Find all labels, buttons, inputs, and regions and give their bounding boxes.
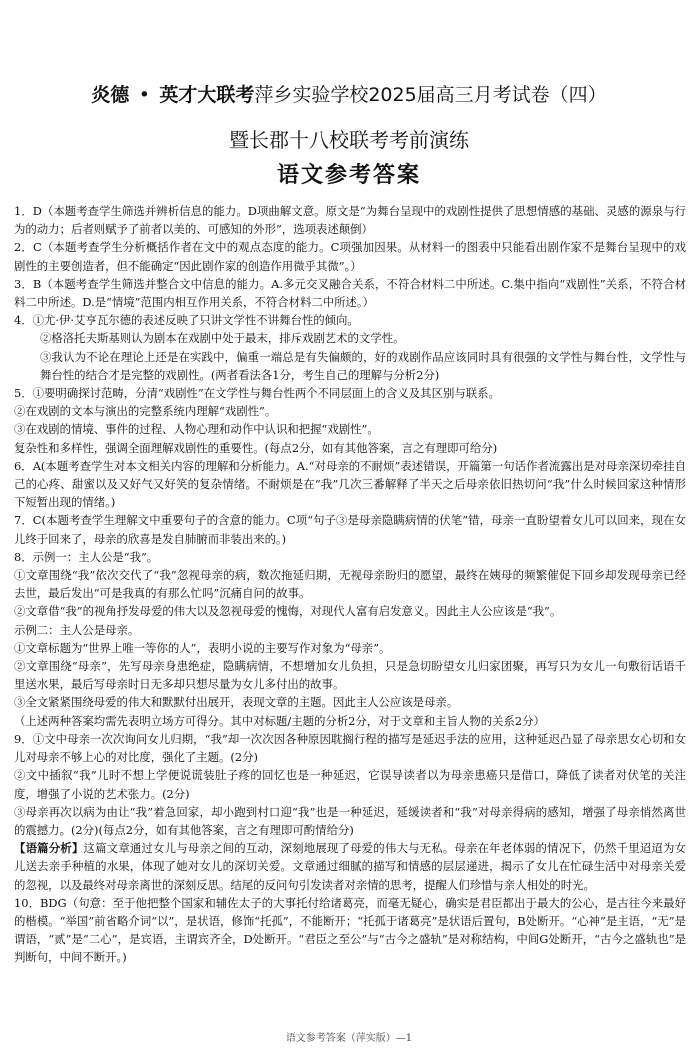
answer-body [14, 202, 686, 967]
answer-4-point-2: ②格洛托夫斯基则认为剧本在戏剧中处于最末，排斥戏剧艺术的文学性。 [40, 331, 405, 346]
answer-8-ex1-point-1: ①文章围绕“我”依次交代了“我”忽视母亲的病，数次拖延归期，无视母亲盼归的愿望，最终在姨母的频繁催促下回乡却发现母亲已经去世，最后发出“可是我真的有那么忙吗”沉痛自问的故事。 [14, 568, 686, 601]
brand-yingcai: 英才大联考 [159, 84, 255, 106]
answer-9-point-2: ②文中插叙“我”儿时不想上学便说谎装肚子疼的回忆也是一种延迟，它误导读者以为母亲患癌只是借口，降低了读者对伏笔的关注度，增强了小说的艺术张力。(2分) [14, 768, 686, 801]
discourse-analysis-tag: 【语篇分析】 [14, 841, 84, 856]
answer-7: 7．C(本题考查学生理解文中重要句子的含意的能力。C项“句子③是母亲隐瞒病情的伏笔”错，母亲一直盼望着女儿可以回来，现在女儿终于回来了，母亲的欣喜是发自肺腑而非装出来的。) [14, 513, 686, 546]
answer-5-point-2: ②在戏剧的文本与演出的完整系统内理解“戏剧性”。 [14, 404, 277, 419]
answer-8-ex1-point-2: ②文章借“我”的视角抒发母爱的伟大以及忽视母爱的愧悔，对现代人富有启发意义。因此主人公应该是“我”。 [14, 604, 562, 619]
answer-3: 3．B（本题考查学生筛选并整合文中信息的能力。A.多元交叉融合关系，不符合材料二中所述。C.集中指向“戏剧性”关系，不符合材料二中所述。D.是“情境”范围内相互作用关系，不符合材料二中所述。） [14, 276, 686, 310]
answer-5-point-3: ③在戏剧的情境、事件的过程、人物心理和动作中认识和把握“戏剧性”。 [14, 422, 379, 437]
answer-10: 10．BDG（句意：至于他把整个国家和辅佐太子的大事托付给诸葛亮，而毫无疑心，确实是君臣都出于最大的公心，是古往今来最好的楷模。“举国”前省略介词“以”，是状语，修饰“托孤”，不能断开；“托孤于诸葛亮”是状语后置句，B处断开。“心神”是主语，“无”是谓语，“贰”是“二心”，是宾语，主谓宾齐全，D处断开。“君臣之至公”与“古今之盛轨”是对称结构，中间G处断开，“古今之盛轨也”是判断句，中间不断开。) [14, 895, 686, 965]
answer-2: 2．C（本题考查学生分析概括作者在文中的观点态度的能力。C项强加因果。从材料一的图表中只能看出剧作家不是舞台呈现中的戏剧性的主要创造者，但不能确定“因此剧作家的创造作用微乎其微”。） [14, 240, 686, 273]
answer-8-example-1: 8．示例一：主人公是“我”。 [14, 549, 159, 564]
answer-6: 6．A(本题考查学生对本文相关内容的理解和分析能力。A.“对母亲的不耐烦”表述错误，开篇第一句话作者流露出是对母亲深切牵挂自己的心疼、甜蜜以及又好气又好笑的复杂情绪。不耐烦是在“我”几次三番解释了半天之后母亲依旧热切问“我”什么时候回家这种情形下短暂出现的情绪。) [14, 458, 686, 510]
answer-5-point-1: 5．①要明确探讨范畴，分清“戏剧性”在文学性与舞台性两个不同层面上的含义及其区别与联系。 [14, 386, 500, 401]
answer-8-scoring-note: （上述两种答案均需先表明立场方可得分。其中对标题/主题的分析2分，对于文章和主旨人物的关系2分） [14, 713, 545, 728]
header-bullet: • [138, 84, 150, 106]
answer-4-point-3: ③我认为不论在理论上还是在实践中，偏重一端总是有失偏颇的，好的戏剧作品应该同时具有很强的文学性与舞台性，文学性与舞台性的结合才是完整的戏剧性。(两者看法各1分，考生自己的理解与分析2分) [40, 349, 686, 382]
discourse-analysis: 【语篇分析】这篇文章通过女儿与母亲之间的互动，深刻地展现了母爱的伟大与无私。母亲在年老体弱的情况下，仍然千里迢迢为女儿送去亲手种植的水果，体现了她对女儿的深切关爱。文章通过细腻的描写和情感的层层递进，揭示了女儿在忙碌生活中对母亲关爱的忽视，以及最终对母亲离世的深刻反思。结尾的反问句引发读者对亲情的思考，提醒人们珍惜与亲人相处的时光。 [14, 841, 686, 892]
answer-9-point-1: 9．①文中母亲一次次询问女儿归期，“我”却一次次因各种原因耽搁行程的描写是延迟手法的应用，这种延迟凸显了母亲思女心切和女儿对母亲不够上心的对比度，强化了主题。(2分) [14, 731, 686, 765]
exam-subtitle: 暨长郡十八校联考考前演练 [229, 128, 469, 152]
page-title: 语文参考答案 [276, 163, 421, 188]
brand-yande: 炎德 [91, 84, 130, 106]
answer-8-ex2-point-2: ②文章围绕“母亲”，先写母亲身患绝症，隐瞒病情，不想增加女儿负担，只是急切盼望女儿归家团聚，再写只为女儿一句敷衍话语千里送水果，最后写母亲时日无多却只想尽量为女儿多付出的故事。 [14, 659, 686, 692]
page-footer: 语文参考答案（萍实版）—1 [285, 1033, 413, 1044]
answer-8-ex2-point-1: ①文章标题为“世界上唯一等你的人”，表明小说的主要写作对象为“母亲”。 [14, 640, 391, 655]
exam-header [0, 80, 698, 107]
answer-8-ex2-point-3: ③全文紧紧围绕母爱的伟大和默默付出展开，表现文章的主题。因此主人公应该是母亲。 [14, 695, 459, 710]
answer-1: 1．D（本题考查学生筛选并辨析信息的能力。D项曲解文意。原文是“为舞台呈现中的戏剧性提供了思想情感的基础、灵感的源泉与行为的动力；后者则赋予了前者以美的、可感知的外形”，选项表述颠倒） [14, 204, 686, 237]
answer-9-point-3: ③母亲再次以病为由让“我”着急回家，却小跑到村口迎“我”也是一种延迟，延缓读者和“我”对母亲得病的感知，增强了母亲悄然离世的震撼力。(2分)(每点2分，如有其他答案，言之有理即可酌情给分) [14, 804, 686, 837]
answer-5-summary: 复杂性和多样性，强调全面理解戏剧性的重要性。(每点2分，如有其他答案，言之有理即可给分) [14, 440, 498, 455]
answer-4-point-1: 4．①尤·伊·艾亨瓦尔德的表述反映了只讲文学性不讲舞台性的倾向。 [14, 313, 359, 328]
exam-title: 萍乡实验学校2025届高三月考试卷（四） [254, 84, 607, 106]
answer-8-example-2: 示例二：主人公是母亲。 [14, 622, 140, 637]
